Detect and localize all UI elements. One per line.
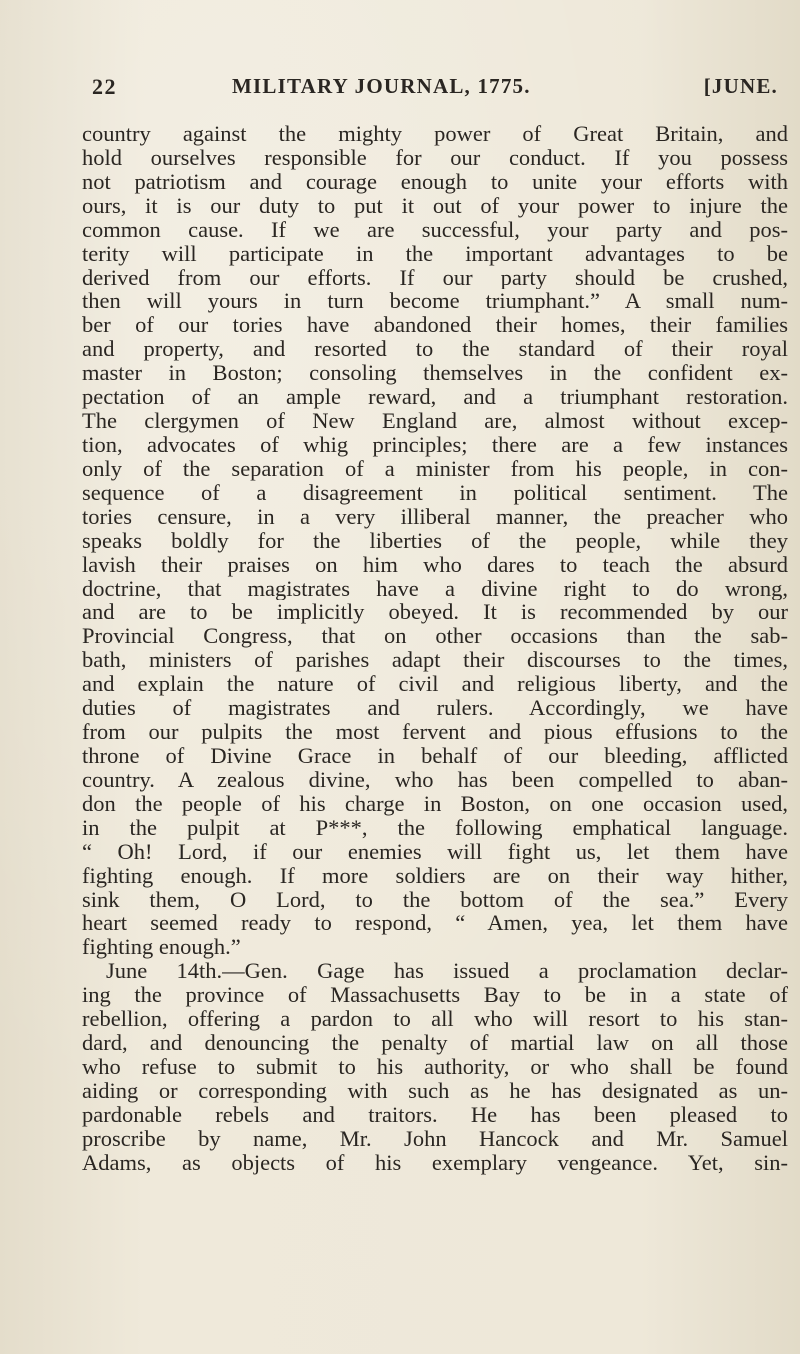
- text-line: in the pulpit at P***, the following emphatical language.: [82, 815, 788, 840]
- month-label: [JUNE.: [703, 74, 778, 98]
- text-line: and property, and resorted to the standard of their royal: [82, 337, 788, 362]
- text-line: aiding or corresponding with such as he has designated as un-: [82, 1078, 788, 1103]
- text-line: then will yours in turn become triumphant.” A small num-: [82, 289, 788, 314]
- running-head: [92, 74, 778, 114]
- text-line: ing the province of Massachusetts Bay to be in a state of: [82, 983, 788, 1008]
- text-line: fighting enough.”: [82, 935, 241, 960]
- text-line: hold ourselves responsible for our conduct. If you possess: [82, 145, 788, 170]
- text-line: master in Boston; consoling themselves in the confident ex-: [82, 361, 788, 386]
- body-text: [82, 122, 788, 1175]
- text-line: country against the mighty power of Great Britain, and: [82, 122, 788, 146]
- page-number: 22: [92, 74, 117, 99]
- text-line: tion, advocates of whig principles; there are a few instances: [82, 432, 788, 457]
- text-line: dard, and denouncing the penalty of martial law on all those: [82, 1031, 788, 1055]
- text-line: speaks boldly for the liberties of the people, while they: [82, 528, 788, 553]
- text-line: sink them, O Lord, to the bottom of the sea.” Every: [82, 887, 788, 912]
- text-line: who refuse to submit to his authority, or who shall be found: [82, 1054, 788, 1079]
- text-line: June 14th.—Gen. Gage has issued a proclamation declar-: [106, 959, 788, 984]
- text-line: heart seemed ready to respond, “ Amen, yea, let them have: [82, 911, 788, 936]
- text-line: sequence of a disagreement in political sentiment. The: [82, 480, 788, 505]
- text-line: tories censure, in a very illiberal manner, the preacher who: [82, 504, 788, 529]
- text-line: “ Oh! Lord, if our enemies will fight us, let them have: [82, 839, 788, 864]
- text-line: pectation of an ample reward, and a triumphant restoration.: [82, 385, 788, 410]
- text-line: Adams, as objects of his exemplary vengeance. Yet, sin-: [82, 1150, 788, 1175]
- text-line: doctrine, that magistrates have a divine right to do wrong,: [82, 576, 788, 601]
- text-line: fighting enough. If more soldiers are on their way hither,: [82, 863, 788, 888]
- text-line: throne of Divine Grace in behalf of our bleeding, afflicted: [82, 743, 788, 768]
- text-line: from our pulpits the most fervent and pious effusions to the: [82, 720, 788, 744]
- text-line: not patriotism and courage enough to unite your efforts with: [82, 169, 788, 194]
- text-line: The clergymen of New England are, almost without excep-: [82, 409, 788, 433]
- text-line: lavish their praises on him who dares to teach the absurd: [82, 552, 788, 577]
- text-line: common cause. If we are successful, your party and pos-: [82, 217, 788, 242]
- text-line: and are to be implicitly obeyed. It is recommended by our: [82, 600, 788, 625]
- text-line: Provincial Congress, that on other occasions than the sab-: [82, 624, 788, 649]
- text-line: pardonable rebels and traitors. He has been pleased to: [82, 1102, 788, 1127]
- text-line: country. A zealous divine, who has been compelled to aban-: [82, 767, 788, 792]
- text-line: and explain the nature of civil and religious liberty, and the: [82, 672, 788, 697]
- text-line: rebellion, offering a pardon to all who will resort to his stan-: [82, 1007, 788, 1032]
- text-line: don the people of his charge in Boston, on one occasion used,: [82, 791, 788, 816]
- text-line: terity will participate in the important advantages to be: [82, 241, 788, 266]
- text-line: derived from our efforts. If our party should be crushed,: [82, 265, 788, 290]
- text-line: duties of magistrates and rulers. Accordingly, we have: [82, 696, 788, 721]
- text-line: ours, it is our duty to put it out of your power to injure the: [82, 193, 788, 218]
- text-line: proscribe by name, Mr. John Hancock and Mr. Samuel: [82, 1126, 788, 1151]
- text-line: bath, ministers of parishes adapt their discourses to the times,: [82, 648, 788, 673]
- journal-title: MILITARY JOURNAL, 1775.: [232, 74, 531, 98]
- text-line: ber of our tories have abandoned their homes, their families: [82, 313, 788, 338]
- text-line: only of the separation of a minister from his people, in con-: [82, 456, 788, 481]
